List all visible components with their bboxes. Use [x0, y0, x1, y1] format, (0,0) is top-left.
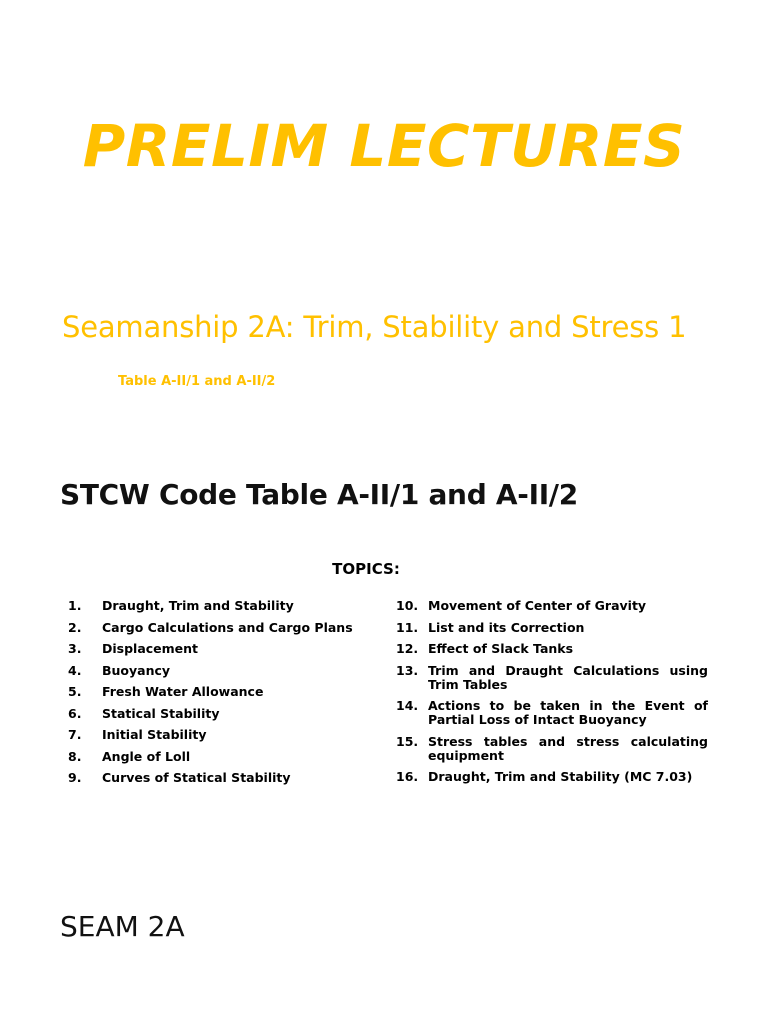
topic-number: 8.: [68, 748, 82, 764]
topic-item: [68, 685, 368, 707]
topic-item: [396, 599, 708, 613]
topics-list-right: [396, 599, 708, 792]
topic-number: 4.: [68, 662, 82, 678]
topic-label: Angle of Loll: [102, 748, 191, 764]
topic-label: Displacement: [102, 641, 199, 656]
topic-label: Effect of Slack Tanks: [428, 641, 574, 656]
topic-label: Fresh Water Allowance: [102, 684, 264, 699]
topic-number: 6.: [68, 705, 82, 721]
topic-number: 10.: [396, 598, 419, 613]
topic-number: 12.: [396, 641, 419, 656]
course-code-label: SEAM 2A: [60, 910, 185, 943]
topic-number: 2.: [68, 619, 82, 635]
topic-item: [68, 642, 368, 664]
topic-number: 5.: [68, 684, 82, 699]
topic-label: Cargo Calculations and Cargo Plans: [102, 619, 353, 635]
topic-label: Stress tables and stress calculating equipment: [428, 733, 708, 763]
topic-item: [68, 707, 368, 729]
topic-item: [68, 728, 368, 750]
topic-label: Draught, Trim and Stability (MC 7.03): [428, 769, 693, 784]
stcw-heading: STCW Code Table A-II/1 and A-II/2: [60, 478, 578, 511]
topic-item: [396, 770, 708, 784]
topic-label: Trim and Draught Calculations using Trim Tables: [428, 662, 708, 692]
page-title: PRELIM LECTURES: [82, 112, 686, 180]
topic-number: 13.: [396, 662, 419, 678]
topics-list-left: [68, 599, 368, 793]
topic-item: [396, 664, 708, 692]
topic-number: 3.: [68, 641, 82, 656]
topic-number: 1.: [68, 598, 82, 613]
topic-item: [396, 699, 708, 727]
topic-label: Draught, Trim and Stability: [102, 598, 294, 613]
topic-label: Actions to be taken in the Event of Partial Loss of Intact Buoyancy: [428, 698, 708, 727]
topic-label: List and its Correction: [428, 619, 585, 635]
topic-item: [396, 735, 708, 763]
topic-label: Buoyancy: [102, 662, 171, 678]
topic-item: [68, 599, 368, 621]
topic-number: 14.: [396, 698, 419, 713]
topic-number: 11.: [396, 619, 419, 635]
topic-item: [68, 621, 368, 643]
topic-label: Curves of Statical Stability: [102, 770, 291, 785]
topic-label: Statical Stability: [102, 705, 220, 721]
topic-number: 7.: [68, 727, 82, 742]
topic-label: Initial Stability: [102, 727, 207, 742]
topic-item: [396, 642, 708, 656]
table-reference: Table A-II/1 and A-II/2: [118, 374, 276, 389]
course-subtitle: Seamanship 2A: Trim, Stability and Stress 1: [62, 310, 687, 344]
topics-title: TOPICS:: [332, 560, 400, 578]
topic-number: 15.: [396, 733, 419, 749]
topic-number: 16.: [396, 769, 419, 784]
topic-label: Movement of Center of Gravity: [428, 598, 647, 613]
topic-item: [68, 750, 368, 772]
topic-item: [396, 621, 708, 635]
topic-item: [68, 664, 368, 686]
topic-item: [68, 771, 368, 793]
topic-number: 9.: [68, 770, 82, 785]
